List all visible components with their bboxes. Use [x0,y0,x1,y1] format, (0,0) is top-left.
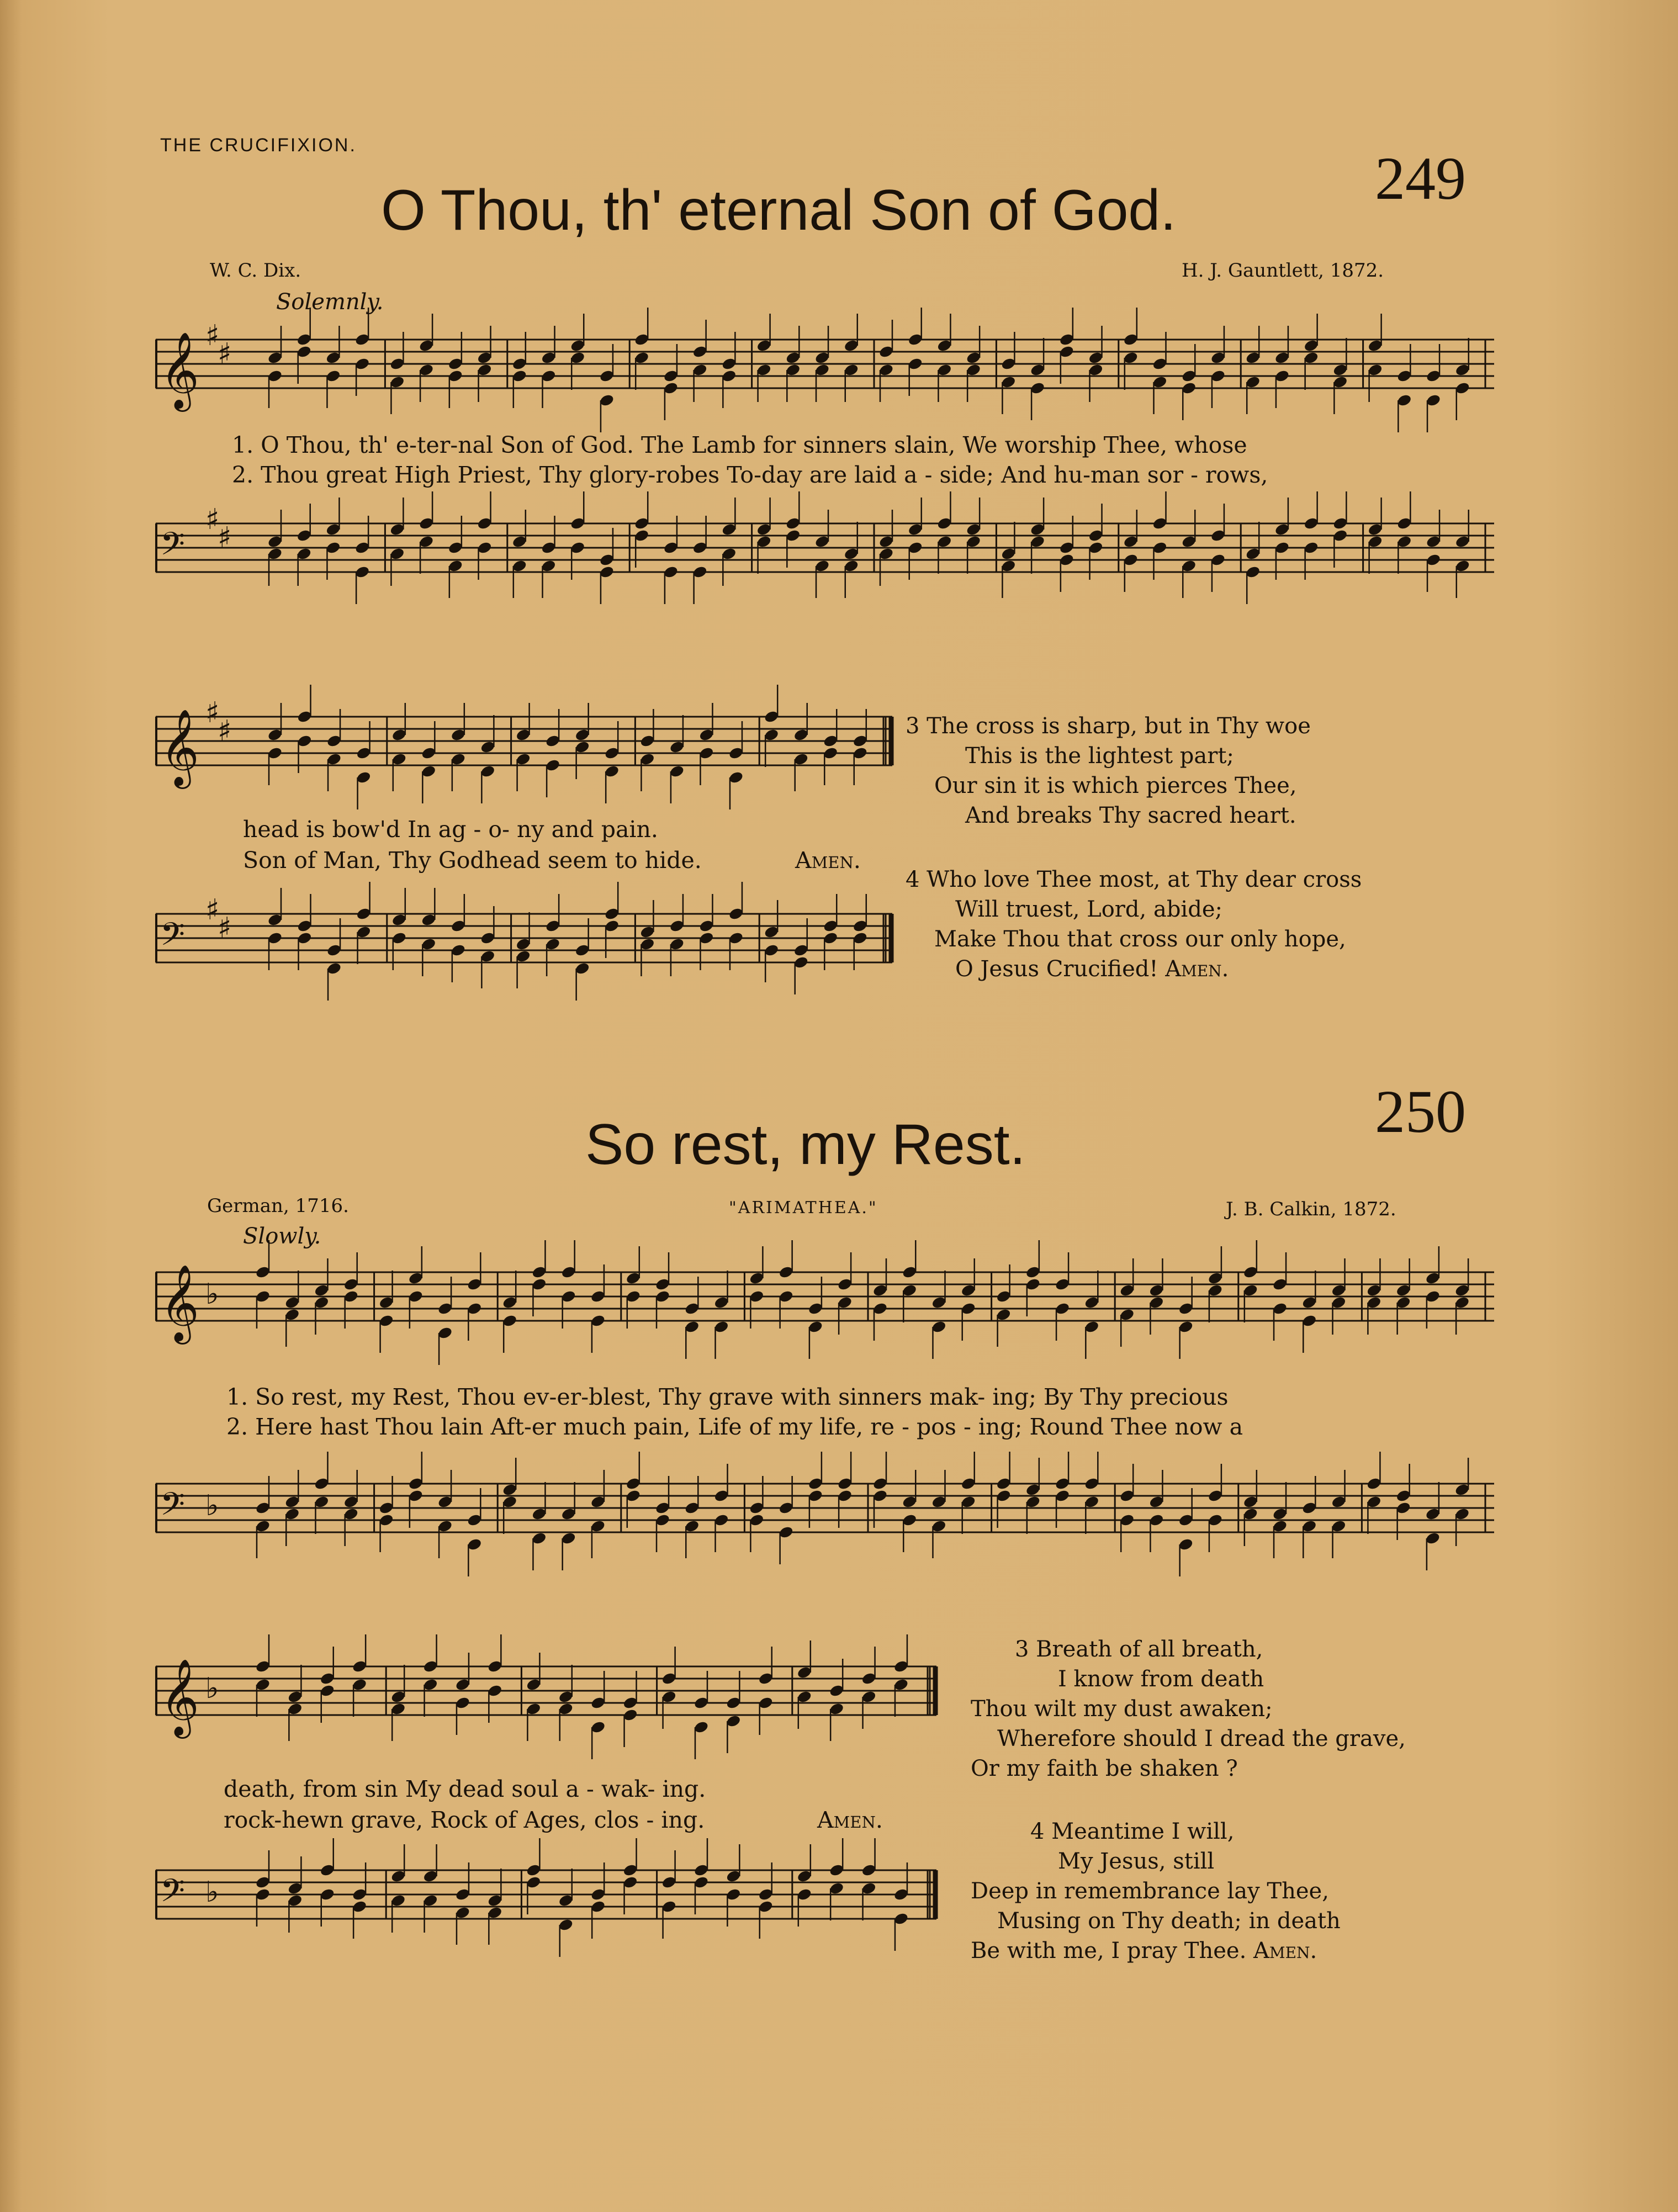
svg-text:♭: ♭ [205,1489,219,1523]
verse-249-4 [906,865,1362,984]
amen-250-verses: Amen. [1253,1938,1317,1964]
verse-line: Will truest, Lord, abide; [955,897,1222,922]
verse-line: Deep in remembrance lay Thee, [971,1878,1329,1904]
svg-text:𝄢: 𝄢 [160,525,186,570]
svg-text:𝄢: 𝄢 [160,1485,186,1531]
music-staff-249-row2-treble [155,690,894,812]
svg-text:♭: ♭ [205,1672,219,1706]
hymn-tune-250: "ARIMATHEA." [729,1198,878,1218]
svg-text:𝄞: 𝄞 [160,709,199,786]
music-staff-250-row2-treble [155,1640,939,1761]
hymn-tempo-249: Solemnly. [276,289,384,315]
verse-250-3 [971,1634,1406,1784]
svg-text:𝄢: 𝄢 [160,916,186,961]
music-staff-249-row1-treble [155,320,1496,409]
verse-250-4 [971,1817,1341,1966]
svg-text:♯: ♯ [218,337,232,371]
svg-text:♭: ♭ [205,1876,219,1909]
verse-line: And breaks Thy sacred heart. [965,803,1296,828]
verse-line: 4 Meantime I will, [1030,1819,1235,1844]
hymn-author-250: German, 1716. [207,1195,349,1217]
verse-line: Or my faith be shaken ? [971,1756,1238,1781]
svg-text:♯: ♯ [218,521,232,554]
svg-text:♭: ♭ [205,1278,219,1311]
verse-line: 4 Who love Thee most, at Thy dear cross [906,867,1362,892]
verse-line: 3 The cross is sharp, but in Thy woe [906,713,1311,739]
verse-line: I know from death [1058,1666,1264,1692]
verse-line: Thou wilt my dust awaken; [971,1696,1273,1722]
svg-text:♯: ♯ [205,696,220,729]
verse-line: My Jesus, still [1058,1849,1215,1874]
music-staff-250-row2-bass [155,1839,939,1982]
verse-line: Wherefore should I dread the grave, [997,1726,1406,1751]
verse-249-3 [906,711,1311,830]
hymn-author-249: W. C. Dix. [210,260,301,282]
hymn-composer-249: H. J. Gauntlett, 1872. [1182,260,1384,282]
amen-250: Amen. [817,1807,883,1833]
lyrics-250-line1-verse2: 2. Here hast Thou lain Aft-er much pain, Life of my life, re - pos - ing; Round Thee now a [226,1414,1243,1440]
hymn-composer-250: J. B. Calkin, 1872. [1226,1198,1396,1220]
hymn-title-249: O Thou, th' eternal Son of God. [381,178,1177,242]
verse-line: O Jesus Crucified! [955,956,1158,982]
verse-line: Our sin it is which pierces Thee, [934,773,1297,798]
svg-text:♯: ♯ [205,319,220,352]
svg-text:♯: ♯ [218,912,232,945]
lyrics-249-line2-verse2: Son of Man, Thy Godhead seem to hide. [243,847,702,874]
amen-249-verses: Amen. [1165,956,1229,982]
svg-text:𝄞: 𝄞 [160,332,199,409]
lyrics-249-line1-verse2: 2. Thou great High Priest, Thy glory-robes To-day are laid a - side; And hu-man sor - rows, [232,462,1268,488]
music-staff-249-row2-bass [155,883,894,1022]
svg-text:♯: ♯ [205,503,220,536]
svg-text:𝄞: 𝄞 [160,1659,199,1735]
verse-line: Make Thou that cross our only hope, [934,927,1346,952]
svg-text:𝄞: 𝄞 [160,1264,199,1341]
verse-line: 3 Breath of all breath, [1015,1637,1263,1662]
lyrics-249-line1-verse1: 1. O Thou, th' e-ter-nal Son of God. The Lamb for sinners slain, We worship Thee, whose [232,432,1247,458]
verse-line: This is the lightest part; [965,743,1234,769]
svg-text:𝄢: 𝄢 [160,1872,186,1917]
hymn-tempo-250: Slowly. [243,1224,321,1249]
lyrics-250-line1-verse1: 1. So rest, my Rest, Thou ev-er-blest, Thy grave with sinners mak- ing; By Thy precious [226,1384,1229,1410]
svg-text:♯: ♯ [205,893,220,927]
music-staff-249-row1-bass [155,497,1496,618]
hymn-number-250: 250 [1375,1078,1466,1145]
amen-249: Amen. [795,847,861,874]
music-staff-250-row1-treble [155,1248,1496,1358]
lyrics-250-line2-verse2: rock-hewn grave, Rock of Ages, clos - ing. [224,1807,705,1833]
lyrics-250-line2-verse1: death, from sin My dead soul a - wak- ing. [224,1776,706,1802]
hymn-title-250: So rest, my Rest. [585,1113,1026,1177]
svg-text:♯: ♯ [218,715,232,748]
lyrics-249-line2-verse1: head is bow'd In ag - o- ny and pain. [243,816,658,843]
verse-line: Be with me, I pray Thee. [971,1938,1247,1964]
hymn-number-249: 249 [1375,145,1466,212]
section-heading: THE CRUCIFIXION. [160,135,357,156]
verse-line: Musing on Thy death; in death [997,1908,1341,1934]
music-staff-250-row1-bass [155,1452,1496,1596]
